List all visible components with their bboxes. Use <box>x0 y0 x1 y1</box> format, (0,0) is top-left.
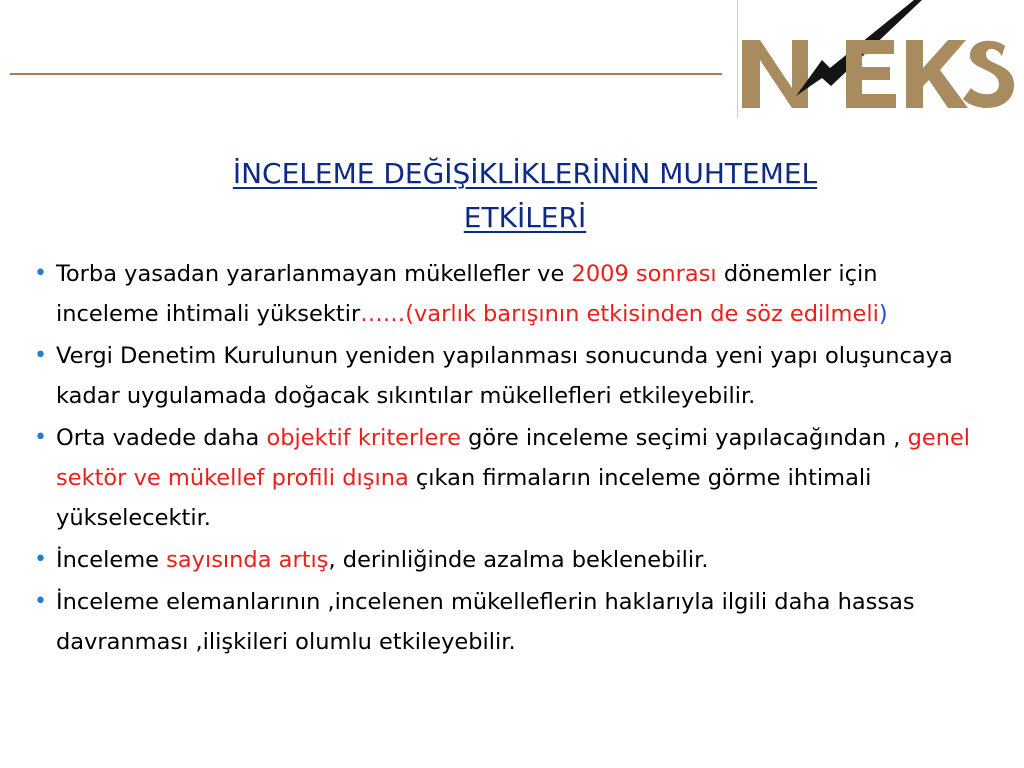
title-line-1: İNCELEME DEĞİŞİKLİKLERİNİN MUHTEMEL <box>232 157 818 190</box>
header-rule <box>10 73 722 75</box>
logo-letter-k <box>906 40 968 108</box>
bullet-dot-icon: • <box>34 547 47 572</box>
list-item: • Torba yasadan yararlanmayan mükellefler ve 2009 sonrası dönemler için inceleme ihtimali yüksektir……(varlık barışının etkisinden de söz edilmeli) <box>34 254 984 334</box>
list-item: • İnceleme elemanlarının ,incelenen mükelleflerin haklarıyla ilgili daha hassas davranması ,ilişkileri olumlu etkileyebilir. <box>34 582 984 662</box>
bullet-dot-icon: • <box>34 425 47 450</box>
list-item: • İnceleme sayısında artış, derinliğinde azalma beklenebilir. <box>34 540 984 580</box>
bullet-dot-icon: • <box>34 343 47 368</box>
logo-letter-e <box>846 40 896 108</box>
bullet-dot-icon: • <box>34 589 47 614</box>
title-line-2: ETKİLERİ <box>463 201 587 234</box>
slide-title <box>60 152 990 240</box>
neks-logo <box>734 0 1014 118</box>
list-item: • Vergi Denetim Kurulunun yeniden yapılanması sonucunda yeni yapı oluşuncaya kadar uygulamada doğacak sıkıntılar mükellefleri etkileyebilir. <box>34 336 984 416</box>
bullet-list <box>34 254 984 664</box>
logo-letter-n <box>742 40 808 108</box>
list-item: • Orta vadede daha objektif kriterlere göre inceleme seçimi yapılacağından , genel sektör ve mükellef profili dışına çıkan firmaların inceleme görme ihtimali yükselecektir. <box>34 418 984 538</box>
bullet-dot-icon: • <box>34 261 47 286</box>
logo-letter-s <box>963 41 1014 108</box>
